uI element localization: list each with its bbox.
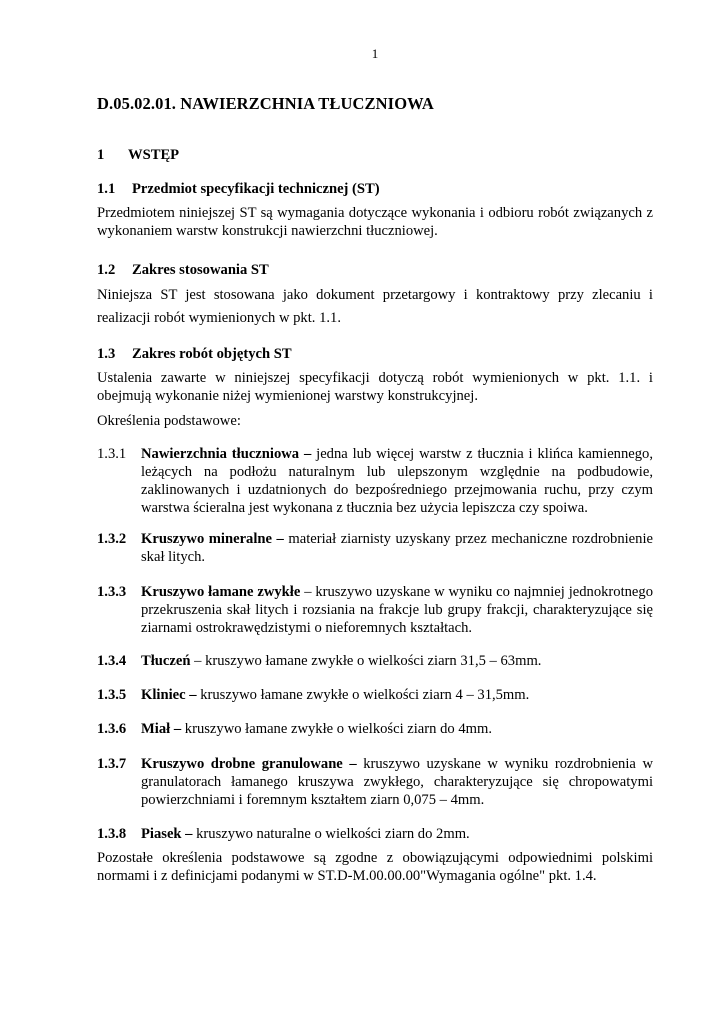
- definition-item: [97, 583, 653, 637]
- definition-item: [97, 720, 653, 738]
- definition-term: Kruszywo mineralne –: [141, 531, 284, 547]
- subsection-number: 1.1: [97, 181, 116, 197]
- document-title: D.05.02.01. NAWIERZCHNIA TŁUCZNIOWA: [97, 94, 434, 113]
- definition-text: – kruszywo uzyskane w wyniku co najmniej jednokrotnego przekruszenia skał litych i rozsiania na frakcje lub grupy frakcji, charakteryzujące się ziarnami ostrokrawędzistymi o nieforemnych kształtach.: [141, 584, 653, 636]
- definitions-intro: Określenia podstawowe:: [97, 413, 241, 429]
- subsection-label: Przedmiot specyfikacji technicznej (ST): [132, 181, 380, 197]
- definition-term: Miał –: [141, 721, 182, 737]
- definition-text: – kruszywo łamane zwykłe o wielkości ziarn 31,5 – 63mm.: [190, 653, 542, 669]
- definition-term: Kliniec –: [141, 687, 197, 703]
- definition-text: kruszywo naturalne o wielkości ziarn do 2mm.: [192, 826, 470, 842]
- definition-term: Kruszywo drobne granulowane –: [141, 756, 357, 772]
- definition-number: 1.3.1: [97, 446, 127, 462]
- paragraph-1-3: Ustalenia zawarte w niniejszej specyfikacji dotyczą robót wymienionych w pkt. 1.1. i obejmują wykonanie niżej wymienionej warstwy konstrukcyjnej.: [97, 370, 653, 404]
- definition-term: Tłuczeń: [141, 653, 191, 669]
- page-number: 1: [371, 46, 379, 61]
- definition-term: Piasek –: [141, 826, 193, 842]
- definition-item: [97, 825, 653, 843]
- definition-item: [97, 755, 653, 809]
- definition-text: kruszywo łamane zwykłe o wielkości ziarn 4 – 31,5mm.: [196, 687, 530, 703]
- definition-text: jedna lub więcej warstw z tłucznia i klińca kamiennego, leżących na podłożu naturalnym lub ulepszonym względnie na podbudowie, zaklinowanych i uzdatnionych do bezpośredniego przejmowania ruchu, przy czym warstwa ścieralna jest wykonana z tłucznia bez użycia lepiszcza czy spoiwa.: [141, 446, 653, 516]
- definition-text: kruszywo uzyskane w wyniku rozdrobnienia w granulatorach łamanego kruszywa zwykłego, charakteryzujące się chropowatymi powierzchniami i foremnym kształtem ziarn 0,075 – 4mm.: [141, 756, 653, 808]
- definition-number: 1.3.5: [97, 687, 127, 703]
- subsection-heading-1-1: [97, 180, 380, 198]
- closing-paragraph: Pozostałe określenia podstawowe są zgodne z obowiązującymi odpowiednimi polskimi normami i z definicjami podanymi w ST.D-M.00.00.00"Wymagania ogólne" pkt. 1.4.: [97, 850, 653, 884]
- subsection-number: 1.3: [97, 346, 116, 362]
- definition-item: [97, 652, 653, 670]
- definition-item: [97, 530, 653, 566]
- definition-number: 1.3.3: [97, 584, 127, 600]
- subsection-number: 1.2: [97, 262, 116, 278]
- definition-term: Kruszywo łamane zwykłe: [141, 584, 301, 600]
- definition-item: [97, 445, 653, 517]
- definition-item: [97, 686, 653, 704]
- paragraph-1-2: Niniejsza ST jest stosowana jako dokument przetargowy i kontraktowy przy zlecaniu i realizacji robót wymienionych w pkt. 1.1.: [97, 287, 653, 326]
- section-label: WSTĘP: [128, 147, 180, 163]
- section-heading-1: [97, 146, 179, 164]
- definition-term: Nawierzchnia tłuczniowa –: [141, 446, 312, 462]
- definition-text: kruszywo łamane zwykłe o wielkości ziarn do 4mm.: [181, 721, 492, 737]
- definition-number: 1.3.8: [97, 826, 127, 842]
- definition-number: 1.3.7: [97, 756, 127, 772]
- definition-number: 1.3.2: [97, 531, 127, 547]
- definition-number: 1.3.6: [97, 721, 127, 737]
- subsection-heading-1-2: [97, 261, 269, 279]
- section-number: 1: [97, 147, 105, 163]
- paragraph-1-1: Przedmiotem niniejszej ST są wymagania dotyczące wykonania i odbioru robót związanych z wykonaniem warstw konstrukcji nawierzchni tłuczniowej.: [97, 205, 653, 239]
- definition-text: materiał ziarnisty uzyskany przez mechaniczne rozdrobnienie skał litych.: [141, 531, 653, 565]
- subsection-label: Zakres stosowania ST: [132, 262, 269, 278]
- definition-number: 1.3.4: [97, 653, 127, 669]
- subsection-label: Zakres robót objętych ST: [132, 346, 292, 362]
- subsection-heading-1-3: [97, 345, 292, 363]
